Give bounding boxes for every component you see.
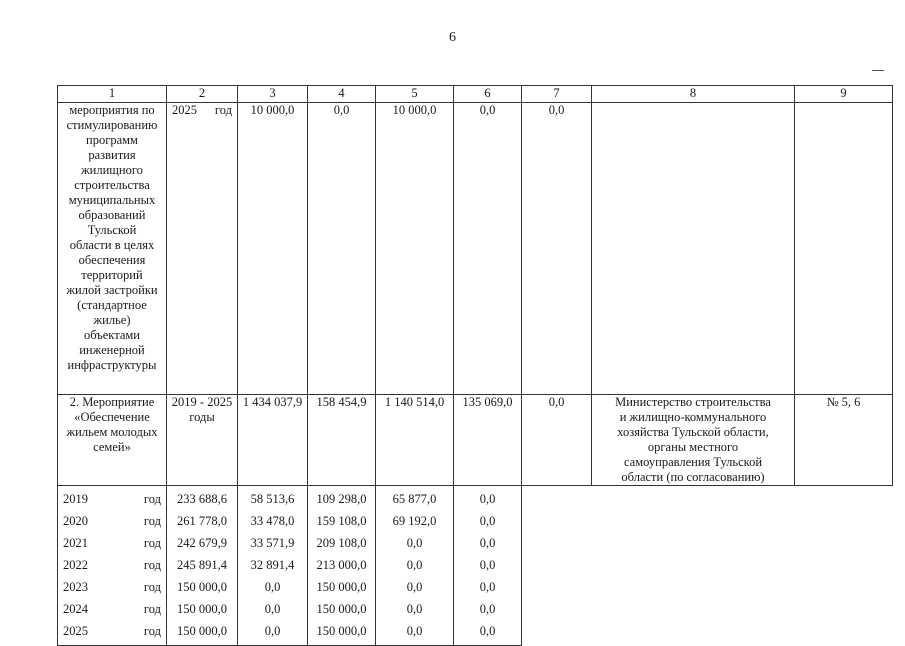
- value-cell: 0,0: [454, 618, 522, 646]
- value-cell: 209 108,0: [308, 530, 376, 552]
- year-row: [58, 574, 893, 596]
- year-unit: год: [143, 624, 161, 638]
- value-cell: 150 000,0: [308, 596, 376, 618]
- value-cell: 33 478,0: [238, 508, 308, 530]
- total-value-cell: 135 069,0: [454, 395, 522, 486]
- financing-table: [57, 85, 893, 646]
- value-cell: 0,0: [308, 103, 376, 395]
- value-cell: 0,0: [238, 618, 308, 646]
- text-line: инфраструктуры: [67, 358, 157, 372]
- value-cell: 0,0: [376, 552, 454, 574]
- value-cell: 213 000,0: [308, 552, 376, 574]
- value-cell: 33 571,9: [238, 530, 308, 552]
- value-cell: 58 513,6: [238, 486, 308, 509]
- indicator-cell: [795, 103, 893, 395]
- measure-name-cell: [58, 103, 167, 395]
- text-line: жилой застройки: [66, 283, 158, 297]
- executor-cell: [592, 395, 795, 486]
- text-line: жилье): [93, 313, 131, 327]
- text-line: мероприятия по: [69, 103, 155, 117]
- value-cell: 0,0: [454, 552, 522, 574]
- year-cell: [58, 530, 167, 552]
- value-cell: 69 192,0: [376, 508, 454, 530]
- text-line: 2. Мероприятие: [69, 395, 155, 409]
- value-cell: 0,0: [376, 618, 454, 646]
- year-unit: год: [214, 103, 232, 117]
- value-cell: 0,0: [376, 530, 454, 552]
- col-header: 5: [376, 86, 454, 103]
- value-cell: 0,0: [376, 574, 454, 596]
- column-number-row: [58, 86, 893, 103]
- value-cell: 150 000,0: [167, 618, 238, 646]
- value-cell: 0,0: [454, 103, 522, 395]
- year-unit: год: [143, 536, 161, 550]
- text-line: Тульской: [87, 223, 137, 237]
- total-value-cell: 158 454,9: [308, 395, 376, 486]
- year-value: 2025: [63, 624, 88, 638]
- text-line: «Обеспечение: [74, 410, 150, 424]
- value-cell: 109 298,0: [308, 486, 376, 509]
- text-line: муниципальных: [68, 193, 156, 207]
- text-line: хозяйства Тульской области,: [617, 425, 769, 439]
- value-cell: 0,0: [238, 574, 308, 596]
- text-line: области (по согласованию): [621, 470, 765, 484]
- year-row: [58, 486, 893, 509]
- measure-name-cell: [58, 395, 167, 486]
- text-line: области в целях: [69, 238, 155, 252]
- text-line: годы: [189, 410, 215, 424]
- value-cell: 10 000,0: [376, 103, 454, 395]
- value-cell: 0,0: [454, 486, 522, 509]
- year-value: 2023: [63, 580, 88, 594]
- year-row: [58, 618, 893, 646]
- text-line: территорий: [81, 268, 143, 282]
- value-cell: 150 000,0: [167, 574, 238, 596]
- text-line: Министерство строительства: [615, 395, 771, 409]
- col-header: 8: [592, 86, 795, 103]
- text-line: жильем молодых: [66, 425, 158, 439]
- value-cell: 0,0: [238, 596, 308, 618]
- year-value: 2022: [63, 558, 88, 572]
- col-header: 3: [238, 86, 308, 103]
- year-value: 2019: [63, 492, 88, 506]
- table-row: [58, 395, 893, 486]
- total-value-cell: 1 434 037,9: [238, 395, 308, 486]
- col-header: 4: [308, 86, 376, 103]
- year-unit: год: [143, 514, 161, 528]
- text-line: обеспечения: [78, 253, 146, 267]
- year-value: 2024: [63, 602, 88, 616]
- executor-cell: [592, 103, 795, 395]
- text-line: самоуправления Тульской: [623, 455, 763, 469]
- value-cell: 0,0: [454, 508, 522, 530]
- value-cell: 0,0: [454, 574, 522, 596]
- year-value: 2021: [63, 536, 88, 550]
- year-cell: [167, 103, 238, 395]
- year-cell: [58, 574, 167, 596]
- text-line: (стандартное: [77, 298, 147, 312]
- year-unit: год: [143, 602, 161, 616]
- year-value: 2020: [63, 514, 88, 528]
- text-line: семей»: [93, 440, 131, 454]
- value-cell: 150 000,0: [308, 618, 376, 646]
- value-cell: 150 000,0: [308, 574, 376, 596]
- value-cell: 245 891,4: [167, 552, 238, 574]
- text-line: инженерной: [79, 343, 145, 357]
- col-header: 7: [522, 86, 592, 103]
- table-row: [58, 103, 893, 395]
- year-unit: год: [143, 580, 161, 594]
- value-cell: 242 679,9: [167, 530, 238, 552]
- year-row: [58, 596, 893, 618]
- value-cell: 0,0: [454, 530, 522, 552]
- year-cell: [58, 508, 167, 530]
- year-cell: [58, 552, 167, 574]
- value-cell: 0,0: [376, 596, 454, 618]
- value-cell: 10 000,0: [238, 103, 308, 395]
- col-header: 9: [795, 86, 893, 103]
- total-value-cell: 0,0: [522, 395, 592, 486]
- text-line: жилищного: [81, 163, 143, 177]
- period-cell: [167, 395, 238, 486]
- year-value: 2025: [172, 103, 197, 117]
- page-number: 6: [449, 30, 456, 45]
- margin-mark: [872, 70, 884, 71]
- text-line: стимулированию: [66, 118, 158, 132]
- col-header: 1: [58, 86, 167, 103]
- text-line: развития: [88, 148, 136, 162]
- value-cell: 233 688,6: [167, 486, 238, 509]
- text-line: образований: [78, 208, 146, 222]
- year-unit: год: [143, 558, 161, 572]
- text-line: объектами: [84, 328, 140, 342]
- col-header: 6: [454, 86, 522, 103]
- value-cell: 261 778,0: [167, 508, 238, 530]
- total-value-cell: 1 140 514,0: [376, 395, 454, 486]
- value-cell: 32 891,4: [238, 552, 308, 574]
- value-cell: 0,0: [522, 103, 592, 395]
- col-header: 2: [167, 86, 238, 103]
- text-line: органы местного: [647, 440, 739, 454]
- text-line: и жилищно-коммунального: [619, 410, 767, 424]
- text-line: программ: [86, 133, 138, 147]
- value-cell: 150 000,0: [167, 596, 238, 618]
- year-row: [58, 508, 893, 530]
- value-cell: 159 108,0: [308, 508, 376, 530]
- year-cell: [58, 486, 167, 509]
- year-row: [58, 552, 893, 574]
- year-cell: [58, 596, 167, 618]
- year-row: [58, 530, 893, 552]
- year-cell: [58, 618, 167, 646]
- year-unit: год: [143, 492, 161, 506]
- value-cell: 0,0: [454, 596, 522, 618]
- value-cell: 65 877,0: [376, 486, 454, 509]
- indicator-cell: № 5, 6: [795, 395, 893, 486]
- text-line: строительства: [74, 178, 150, 192]
- text-line: 2019 - 2025: [171, 395, 233, 409]
